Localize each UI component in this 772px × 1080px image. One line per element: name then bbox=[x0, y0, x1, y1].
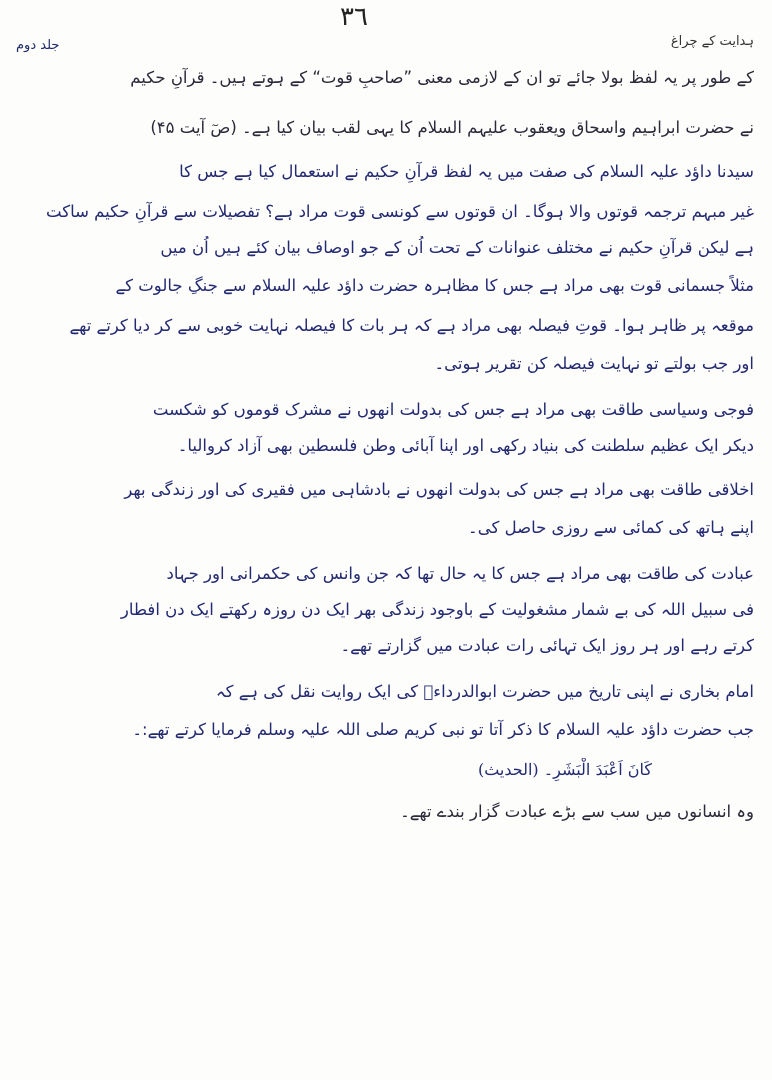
text-line-2: نے حضرت ابراہیم واسحاق ویعقوب علیہم السلام کا یہی لقب بیان کیا ہے۔ (صٓ آیت ۴۵) bbox=[150, 118, 754, 137]
text-line-3: سیدنا داؤد علیہ السلام کی صفت میں یہ لفظ قرآنِ حکیم نے استعمال کیا ہے جس کا bbox=[179, 162, 754, 181]
text-line-6: مثلاً جسمانی قوت بھی مراد ہے جس کا مظاہرہ حضرت داؤد علیہ السلام سے جنگِ جالوت کے bbox=[115, 276, 754, 295]
text-line-8: اور جب بولتے تو نہایت فیصلہ کن تقریر ہوتی۔ bbox=[434, 354, 754, 373]
book-title: ہدایت کے چراغ bbox=[670, 34, 754, 49]
text-line-12: اپنے ہاتھ کی کمائی سے روزی حاصل کی۔ bbox=[468, 518, 754, 537]
text-line-17: جب حضرت داؤد علیہ السلام کا ذکر آتا تو نبی کریم صلی اللہ علیہ وسلم فرمایا کرتے تھے:۔ bbox=[132, 720, 754, 739]
hadith-arabic: کَانَ اَعْبَدَ الْبَشَرِ۔ (الحدیث) bbox=[477, 760, 652, 779]
text-line-4: غیر مبہم ترجمہ قوتوں والا ہوگا۔ ان قوتوں سے کونسی قوت مراد ہے؟ تفصیلات سے قرآنِ حکیم ساکت bbox=[46, 202, 754, 221]
text-line-1: کے طور پر یہ لفظ بولا جائے تو ان کے لازمی معنی ”صاحبِ قوت“ کے ہوتے ہیں۔ قرآنِ حکیم bbox=[130, 68, 754, 87]
text-line-11: اخلاقی طاقت بھی مراد ہے جس کی بدولت انھوں نے بادشاہی میں فقیری کی اور زندگی بھر bbox=[124, 480, 754, 499]
text-line-7: موقعہ پر ظاہر ہوا۔ قوتِ فیصلہ بھی مراد ہے کہ ہر بات کا فیصلہ نہایت خوبی سے کر دیا کرتے تھے bbox=[69, 316, 754, 335]
text-line-16: امام بخاری نے اپنی تاریخ میں حضرت ابوالدرداءؓ کی ایک روایت نقل کی ہے کہ bbox=[215, 682, 754, 701]
text-line-13: عبادت کی طاقت بھی مراد ہے جس کا یہ حال تھا کہ جن وانس کی حکمرانی اور جہاد bbox=[166, 564, 754, 583]
hadith-translation: وہ انسانوں میں سب سے بڑے عبادت گزار بندے تھے۔ bbox=[400, 802, 754, 821]
text-line-14: فی سبیل اللہ کی بے شمار مشغولیت کے باوجود زندگی بھر ایک دن روزہ رکھتے ایک دن افطار bbox=[120, 600, 754, 619]
text-line-15: کرتے رہے اور ہر روز ایک تہائی رات عبادت میں گزارتے تھے۔ bbox=[340, 636, 754, 655]
text-line-10: دیکر ایک عظیم سلطنت کی بنیاد رکھی اور اپنا آبائی وطن فلسطین بھی آزاد کروالیا۔ bbox=[177, 436, 754, 455]
page-number: ٣٦ bbox=[340, 2, 368, 32]
text-line-5: ہے لیکن قرآنِ حکیم نے مختلف عنوانات کے تحت اُن کے جو اوصاف بیان کئے ہیں اُن میں bbox=[160, 238, 754, 257]
volume-label: جلد دوم bbox=[16, 38, 60, 53]
text-line-9: فوجی وسیاسی طاقت بھی مراد ہے جس کی بدولت انھوں نے مشرک قوموں کو شکست bbox=[152, 400, 754, 419]
